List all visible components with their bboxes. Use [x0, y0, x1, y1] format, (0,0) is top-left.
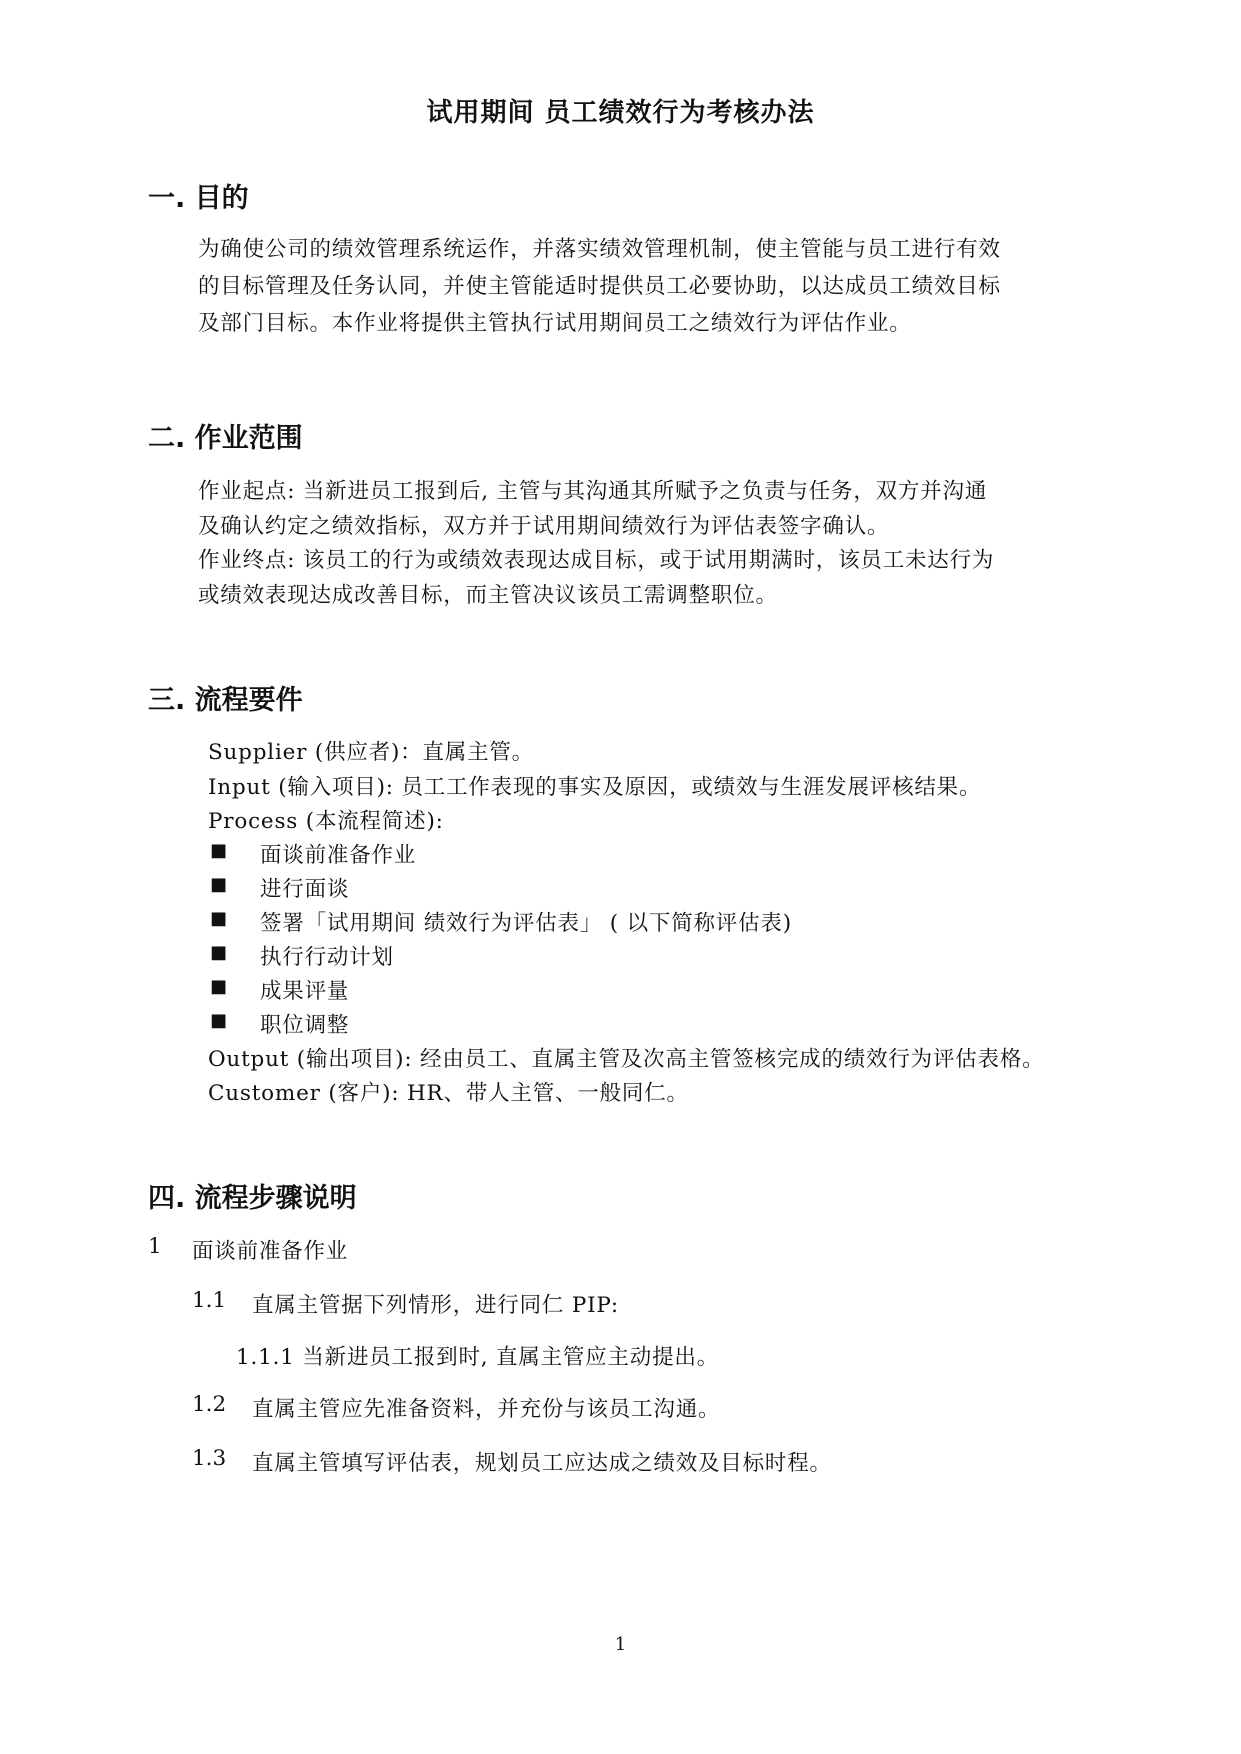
step-text: 直属主管填写评估表，规划员工应达成之绩效及目标时程。 — [252, 1451, 832, 1476]
step-number: 1.3 — [192, 1446, 227, 1471]
bullet-icon: ■ — [210, 942, 228, 963]
document-title: 试用期间 员工绩效行为考核办法 — [426, 98, 815, 128]
process-item-4: 执行行动计划 — [260, 945, 394, 970]
customer-line: Customer (客户): HR、带人主管、一般同仁。 — [208, 1081, 689, 1106]
step-number: 1 — [148, 1234, 162, 1259]
bullet-icon: ■ — [210, 976, 228, 997]
output-line: Output (输出项目): 经由员工、直属主管及次高主管签核完成的绩效行为评估表格。 — [208, 1047, 1045, 1072]
scope-line-3: 作业终点: 该员工的行为或绩效表现达成目标，或于试用期满时，该员工未达行为 — [198, 548, 995, 573]
purpose-line-2: 的目标管理及任务认同，并使主管能适时提供员工必要协助，以达成员工绩效目标 — [198, 274, 1001, 299]
step-number: 1.2 — [192, 1392, 227, 1417]
process-line: Process (本流程简述): — [208, 809, 444, 834]
section-heading-scope: 二. 作业范围 — [148, 423, 303, 454]
process-item-2: 进行面谈 — [260, 877, 350, 902]
bullet-icon: ■ — [210, 840, 228, 861]
process-item-5: 成果评量 — [260, 979, 350, 1004]
step-text: 面谈前准备作业 — [192, 1239, 349, 1264]
scope-line-1: 作业起点: 当新进员工报到后, 主管与其沟通其所赋予之负责与任务，双方并沟通 — [198, 479, 988, 504]
process-item-6: 职位调整 — [260, 1013, 350, 1038]
bullet-icon: ■ — [210, 908, 228, 929]
input-line: Input (输入项目): 员工工作表现的事实及原因，或绩效与生涯发展评核结果。 — [208, 775, 982, 800]
scope-line-4: 或绩效表现达成改善目标，而主管决议该员工需调整职位。 — [198, 583, 778, 608]
purpose-line-3: 及部门目标。本作业将提供主管执行试用期间员工之绩效行为评估作业。 — [198, 311, 912, 336]
section-heading-purpose: 一. 目的 — [148, 183, 249, 214]
supplier-line: Supplier (供应者)：直属主管。 — [208, 740, 534, 765]
process-item-1: 面谈前准备作业 — [260, 843, 417, 868]
step-text: 直属主管应先准备资料，并充份与该员工沟通。 — [252, 1397, 721, 1422]
scope-line-2: 及确认约定之绩效指标，双方并于试用期间绩效行为评估表签字确认。 — [198, 514, 890, 539]
bullet-icon: ■ — [210, 1010, 228, 1031]
purpose-line-1: 为确使公司的绩效管理系统运作，并落实绩效管理机制，使主管能与员工进行有效 — [198, 237, 1001, 262]
step-number: 1.1 — [192, 1288, 227, 1313]
step-text: 直属主管据下列情形，进行同仁 PIP: — [252, 1293, 619, 1318]
bullet-icon: ■ — [210, 874, 228, 895]
section-heading-steps: 四. 流程步骤说明 — [148, 1183, 357, 1214]
substep-text: 1.1.1 当新进员工报到时, 直属主管应主动提出。 — [236, 1345, 720, 1370]
section-heading-elements: 三. 流程要件 — [148, 685, 303, 716]
page-number: 1 — [614, 1634, 627, 1655]
process-item-3: 签署「试用期间 绩效行为评估表」 ( 以下简称评估表) — [260, 911, 792, 936]
